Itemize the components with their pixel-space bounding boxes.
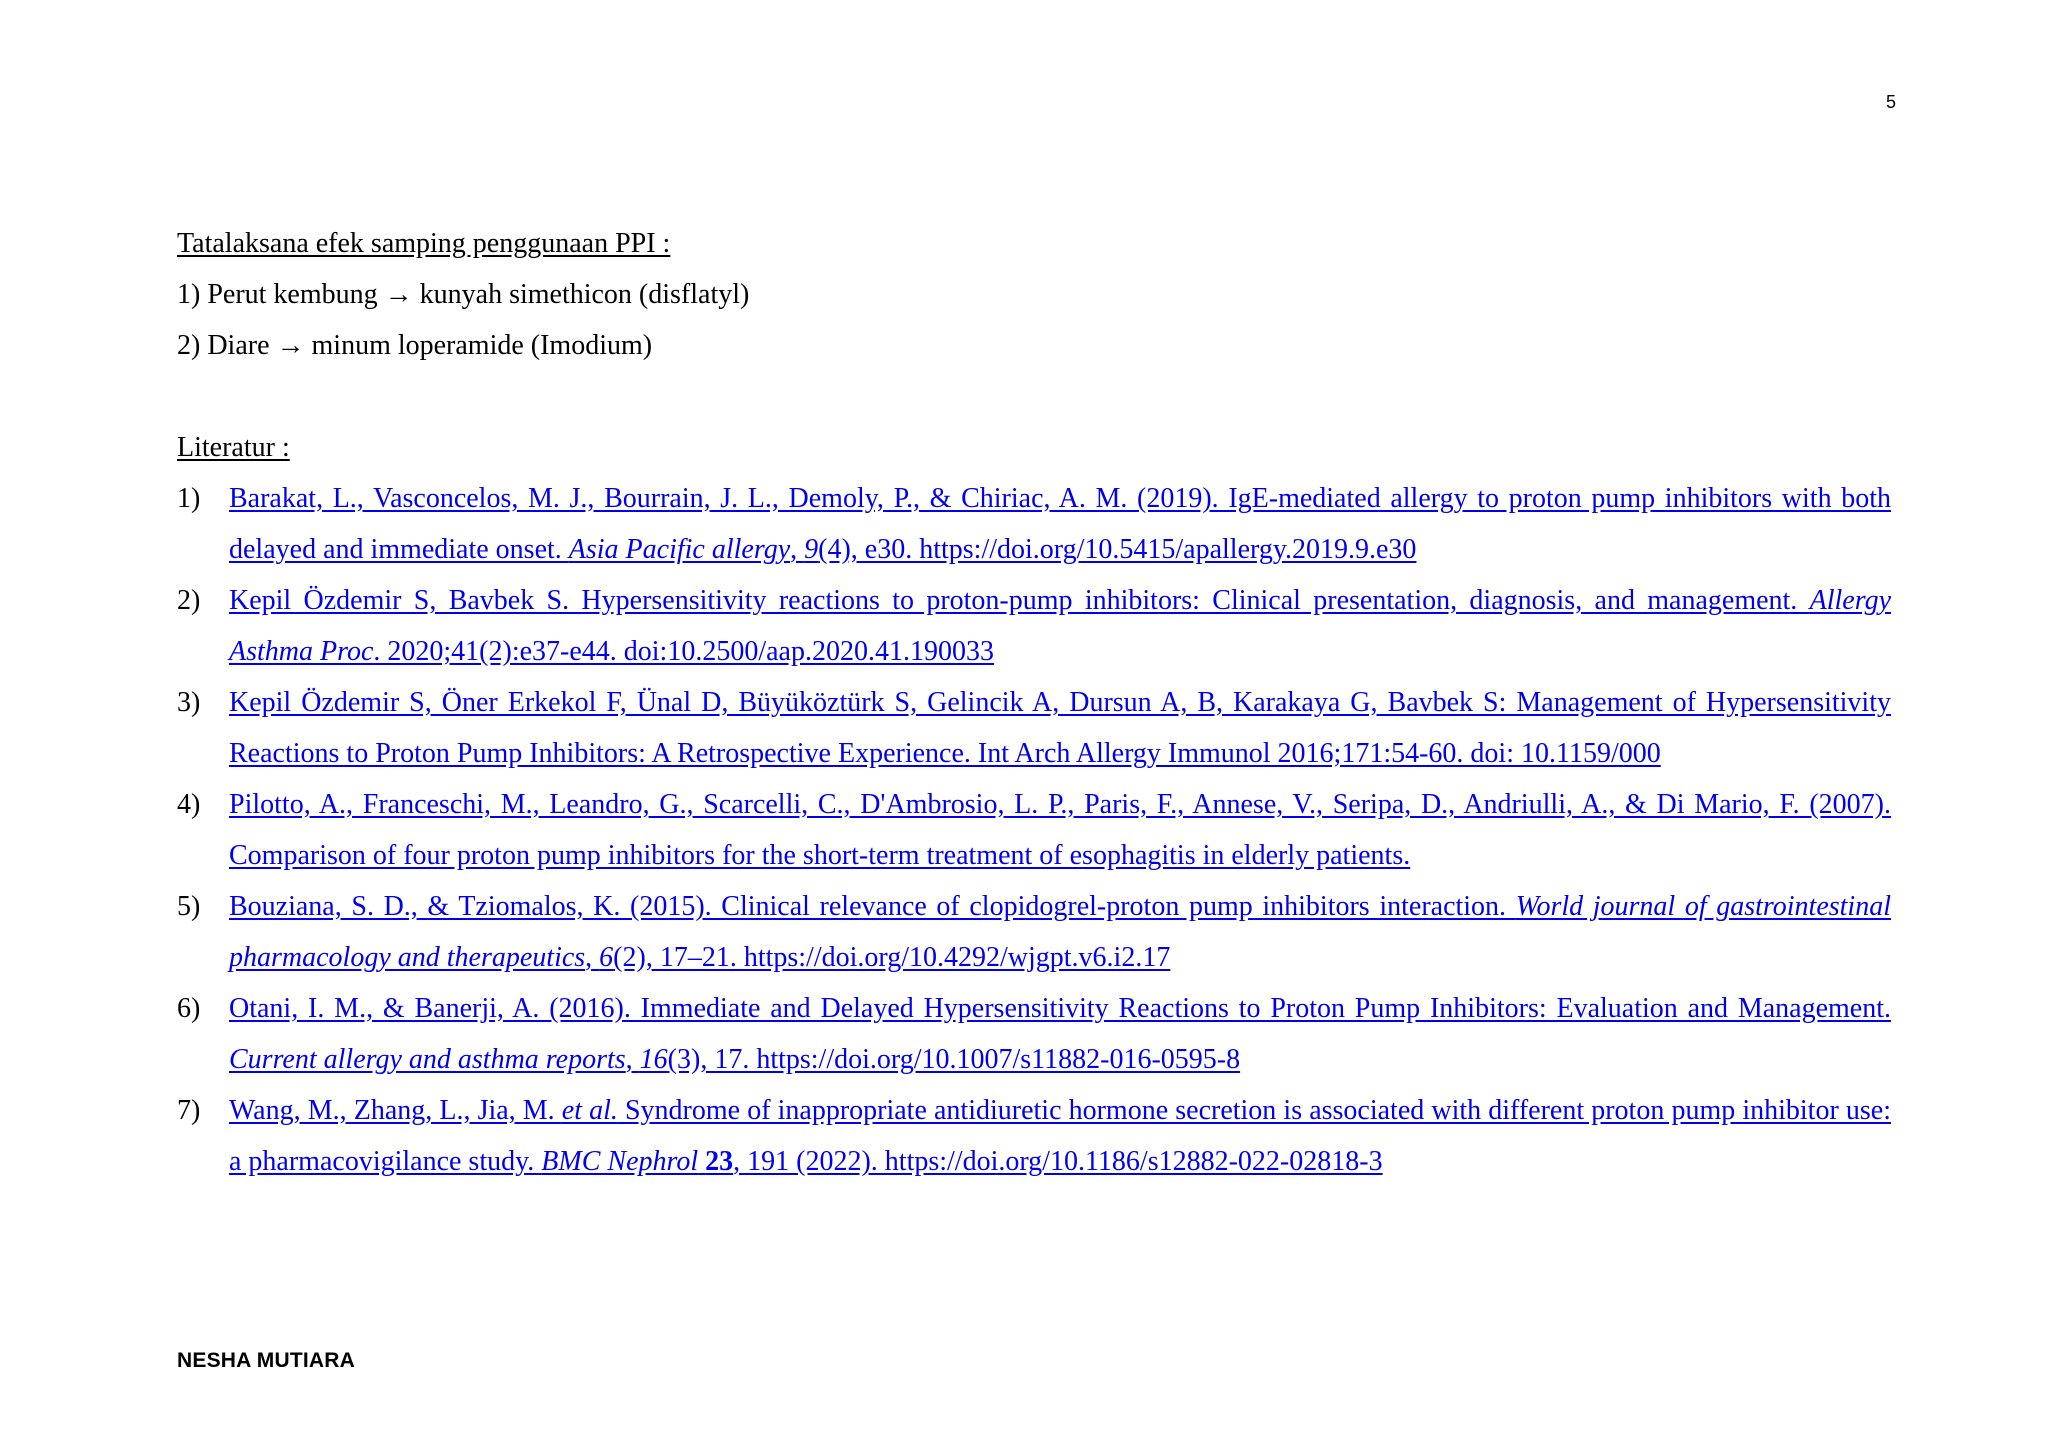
reference-text: Barakat, L., Vasconcelos, M. J., Bourrain, J. L., Demoly, P., & Chiriac, A. M. (2019). IgE-mediated allergy to proton pump inhibitors with both delayed and immediate onset. <box>229 483 1891 565</box>
reference-number: 3) <box>177 687 201 718</box>
reference-text: (2), 17–21. https://doi.org/10.4292/wjgpt.v6.i2.17 <box>613 942 1171 973</box>
treatment-heading: Tatalaksana efek samping penggunaan PPI : <box>177 228 671 259</box>
reference-italic-text: World journal of gastrointestinal pharmacology and therapeutics <box>229 891 1891 973</box>
reference-text: Kepil Özdemir S, Bavbek S. Hypersensitivity reactions to proton-pump inhibitors: Clinical presentation, diagnosis, and management. <box>229 585 1810 616</box>
reference-item <box>177 881 1891 983</box>
reference-text: Pilotto, A., Franceschi, M., Leandro, G., Scarcelli, C., D'Ambrosio, L. P., Paris, F., Annese, V., Seripa, D., Andriulli, A., & Di Mario, F. (2007). Comparison of four proton pump inhibitors for the short-term treatment of esophagitis in elderly patients. <box>229 789 1891 871</box>
reference-link[interactable] <box>229 473 1891 575</box>
reference-italic-text: BMC Nephrol <box>541 1146 699 1177</box>
reference-item <box>177 473 1891 575</box>
reference-list <box>177 473 1891 1187</box>
reference-item <box>177 677 1891 779</box>
reference-italic-text: 6 <box>599 942 614 973</box>
reference-text: , <box>790 534 805 565</box>
reference-item <box>177 1085 1891 1187</box>
reference-link[interactable] <box>229 677 1891 779</box>
reference-italic-text: 9 <box>804 534 819 565</box>
reference-italic-text: 16 <box>639 1044 668 1075</box>
reference-text: (4), e30. https://doi.org/10.5415/apallergy.2019.9.e30 <box>818 534 1417 565</box>
reference-item <box>177 575 1891 677</box>
literature-heading: Literatur : <box>177 432 290 463</box>
reference-bold-text: 23 <box>705 1146 734 1177</box>
reference-text: Otani, I. M., & Banerji, A. (2016). Immediate and Delayed Hypersensitivity Reactions to Proton Pump Inhibitors: Evaluation and Management. <box>229 993 1891 1024</box>
page-number: 5 <box>1885 92 1896 112</box>
reference-italic-text: Asia Pacific allergy <box>568 534 791 565</box>
reference-italic-text: et al. <box>561 1095 618 1126</box>
reference-text: , <box>625 1044 640 1075</box>
reference-italic-text: Current allergy and asthma reports <box>229 1044 626 1075</box>
reference-text: Wang, M., Zhang, L., Jia, M. <box>229 1095 562 1126</box>
reference-number: 7) <box>177 1095 201 1126</box>
treatment-item: 1) Perut kembung → kunyah simethicon (disflatyl) <box>177 279 750 310</box>
reference-link[interactable] <box>229 575 1891 677</box>
reference-text: . 2020;41(2):e37-e44. doi:10.2500/aap.2020.41.190033 <box>373 636 994 667</box>
reference-link[interactable] <box>229 881 1891 983</box>
reference-link[interactable] <box>229 779 1891 881</box>
reference-text: , <box>585 942 600 973</box>
reference-number: 5) <box>177 891 201 922</box>
reference-text: Syndrome of inappropriate antidiuretic hormone secretion is associated with different proton pump inhibitor use: a pharmacovigilance study. <box>229 1095 1891 1177</box>
reference-item <box>177 983 1891 1085</box>
treatment-item: 2) Diare → minum loperamide (Imodium) <box>177 330 653 361</box>
reference-number: 6) <box>177 993 201 1024</box>
reference-italic-text: Allergy Asthma Proc <box>229 585 1891 667</box>
reference-text: , 191 (2022). https://doi.org/10.1186/s12882-022-02818-3 <box>733 1146 1383 1177</box>
document-body <box>177 218 1891 1187</box>
blank-line <box>177 371 1891 422</box>
reference-number: 4) <box>177 789 201 820</box>
reference-number: 1) <box>177 483 201 514</box>
reference-item <box>177 779 1891 881</box>
reference-number: 2) <box>177 585 201 616</box>
reference-text: (3), 17. https://doi.org/10.1007/s11882-016-0595-8 <box>667 1044 1241 1075</box>
reference-link[interactable] <box>229 1085 1891 1187</box>
reference-text: Bouziana, S. D., & Tziomalos, K. (2015). Clinical relevance of clopidogrel-proton pump inhibitors interaction. <box>229 891 1516 922</box>
footer-author: NESHA MUTIARA <box>177 1349 355 1372</box>
reference-text: Kepil Özdemir S, Öner Erkekol F, Ünal D, Büyüköztürk S, Gelincik A, Dursun A, B, Karakaya G, Bavbek S: Management of Hypersensitivity Reactions to Proton Pump Inhibitors: A Retrospective Experience. Int Arch Allergy Immunol 2016;171:54-60. doi: 10.1159/000 <box>229 687 1891 769</box>
reference-link[interactable] <box>229 983 1891 1085</box>
